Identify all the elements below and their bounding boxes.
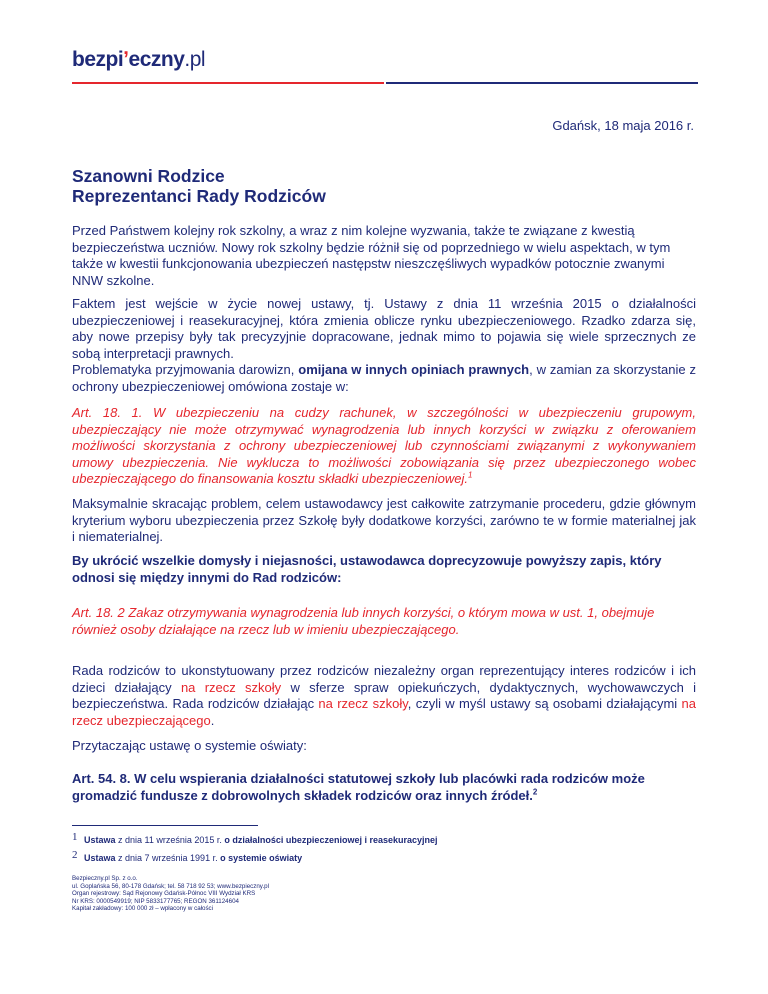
company-registry: Organ rejestrowy: Sąd Rejonowy Gdańsk-Północ VIII Wydział KRS (72, 890, 256, 897)
quote-art-18-2: Art. 18. 2 Zakaz otrzymywania wynagrodzenia lub innych korzyści, o którym mowa w ust. 1, obejmuje również osoby działające na rzecz lub w imieniu ubezpieczającego. (72, 605, 655, 637)
footnote-ref-2[interactable]: 2 (532, 787, 538, 797)
quote-art-18-1: Art. 18. 1. W ubezpieczeniu na cudzy rachunek, w szczególności w ubezpieczeniu grupowym, ubezpieczający nie może otrzymywać wynagrodzenia lub innych korzyści w związku z oferowaniem możliwości skorzystania z ochrony ubezpieczeniowej lub czynnościami związanymi z wykonywaniem umowy ubezpieczenia. Nie wyklucza to możliwości zobowiązania się przez ubezpieczonego wobec ubezpieczającego do finansowania kosztu składki ubezpieczeniowej.$^1$ (72, 405, 696, 486)
company-logo: bezpiʼeczny.pl (72, 48, 206, 71)
header-rule-red (72, 82, 384, 84)
company-name: Bezpieczny.pl Sp. z o.o. (72, 875, 138, 882)
footnote-2: 2 Ustawa z dnia 7 września 1991 r. o systemie oświaty (72, 849, 303, 863)
paragraph-summary: Maksymalnie skracając problem, celem ustawodawcy jest całkowite zatrzymanie procederu, gdzie głównym kryterium wyboru ubezpieczenia przez Szkołę były dodatkowe korzyści, zarówno te w formie materialnej jak i niematerialnej. (72, 496, 696, 544)
footnote-1: 1 Ustawa z dnia 11 września 2015 r. o działalności ubezpieczeniowej i reasekuracyjnej (72, 831, 438, 845)
heading-line-1: Szanowni Rodzice (72, 166, 225, 186)
company-capital: Kapitał zakładowy: 100 000 zł – wpłacony w całości (72, 905, 214, 912)
paragraph-clarification: By ukrócić wszelkie domysły i niejasności, ustawodawca doprecyzowuje powyższy zapis, który odnosi się między innymi do Rad rodziców: (72, 553, 662, 585)
footnote-divider (72, 825, 258, 826)
letter-date: Gdańsk, 18 maja 2016 r. (552, 118, 694, 133)
logo-mark: ʼ (123, 48, 129, 71)
heading-line-2: Reprezentanci Rady Rodziców (72, 186, 326, 206)
footnote-ref-1[interactable]: 1 (468, 470, 473, 480)
paragraph-education-act: Przytaczając ustawę o systemie oświaty: (72, 738, 307, 753)
header-rule-blue (386, 82, 698, 84)
company-ids: Nr KRS: 0000549919; NIP 5833177765; REGON 361124604 (72, 897, 239, 905)
paragraph-intro: Przed Państwem kolejny rok szkolny, a wraz z nim kolejne wyzwania, także te związane z kwestią bezpieczeństwa uczniów. Nowy rok szkolny będzie różnił się od poprzedniego w wielu aspektach, w tym także w kwestii funkcjonowania ubezpieczeń następstw nieszczęśliwych wypadków potocznie zwanymi NNW szkolne. (72, 223, 671, 288)
paragraph-new-law: Faktem jest wejście w życie nowej ustawy, tj. Ustawy z dnia 11 września 2015 o działalności ubezpieczeniowej i reasekuracyjnej, która zmienia oblicze rynku ubezpieczeniowego. Rzadko zdarza się, aby nowe przepisy były tak precyzyjnie dopracowane, jednak mimo to pojawia się wiele sprzecznych ze sobą interpretacji prawnych. Problematyka przyjmowania darowizn, omijana w innych opiniach prawnych, w zamian za skorzystanie z ochrony ubezpieczeniowej omówiona zostaje w: (72, 296, 696, 394)
salutation-heading (72, 166, 326, 206)
paragraph-parents-council: Rada rodziców to ukonstytuowany przez rodziców niezależny organ reprezentujący interes rodziców i ich dzieci działający na rzecz szkoły w sferze spraw opiekuńczych, dydaktycznych, wychowawczych i bezpieczeństwa. Rada rodziców działając na rzecz szkoły, czyli w myśl ustawy są osobami działającymi na rzecz ubezpieczającego. (72, 663, 696, 728)
company-info (72, 875, 269, 913)
quote-art-54-8: Art. 54. 8. W celu wspierania działalności statutowej szkoły lub placówki rada rodziców może gromadzić fundusze z dobrowolnych składek rodziców oraz innych źródeł.$^2$ (72, 771, 645, 803)
paragraph-problem: Problematyka przyjmowania darowizn, omijana w innych opiniach prawnych, w zamian za skorzystanie z ochrony ubezpieczeniowej omówiona zostaje w: (72, 362, 696, 394)
company-address: ul. Goplańska 56, 80-178 Gdańsk; tel. 58 718 92 53; www.bezpieczny.pl (72, 882, 269, 890)
